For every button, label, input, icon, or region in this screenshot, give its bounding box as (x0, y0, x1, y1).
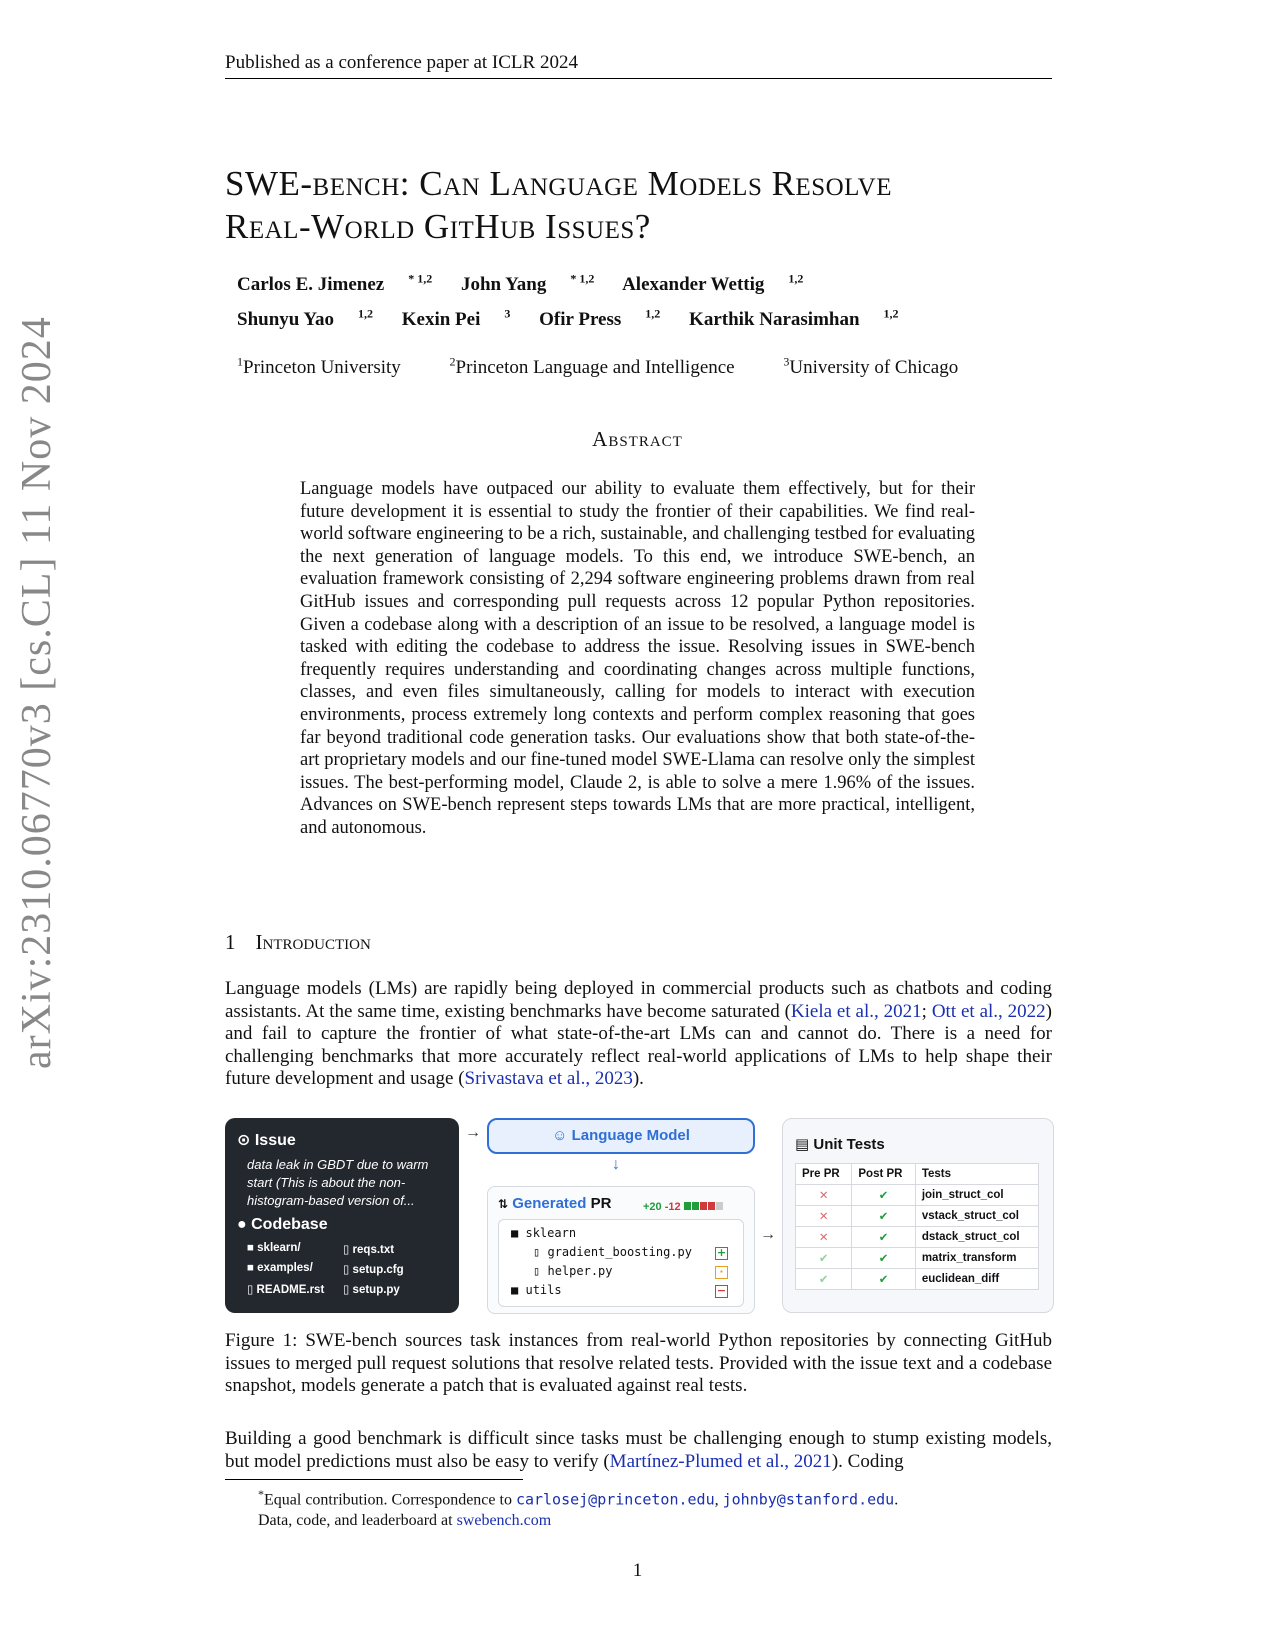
test-name: dstack_struct_col (915, 1227, 1038, 1248)
folder-icon: ■ (511, 1283, 519, 1297)
pass-icon: ✔ (852, 1248, 915, 1269)
page-number: 1 (632, 1560, 643, 1581)
unit-tests-table (795, 1163, 1039, 1290)
codebase-file: ▯ reqs.txt (343, 1244, 395, 1256)
folder-icon: ■ (511, 1226, 519, 1240)
intro-paragraph: Language models (LMs) are rapidly being deployed in commercial products such as chatbots and coding assistants. At the same time, existing benchmarks have become saturated (Kiela et al., 2021; Ott et al., 2022) and fail to capture the frontier of what state-of-the-art LMs can and cannot do. There is a need for challenging benchmarks that more accurately reflect real-world applications of LMs to help shape their future development and usage (Srivastava et al., 2023). (225, 978, 1052, 1089)
title-line-1: SWE-bench: Can Language Models Resolve (225, 164, 892, 203)
fail-icon: ✕ (796, 1185, 852, 1206)
pr-file: ▯ gradient_boosting.py (533, 1245, 692, 1259)
table-row (796, 1227, 1039, 1248)
abstract-body: Language models have outpaced our ability to evaluate them effectively, but for their future development it is essential to study the frontier of their capabilities. We find real-world software engineering to be a rich, sustainable, and challenging testbed for evaluating the next generation of language models. To this end, we introduce SWE-bench, an evaluation framework consisting of 2,294 software engineering problems drawn from real GitHub issues and corresponding pull requests across 12 popular Python repositories. Given a codebase along with a description of an issue to be resolved, a language model is tasked with editing the codebase to address the issue. Resolving issues in SWE-bench frequently requires understanding and coordinating changes across multiple functions, classes, and even files simultaneously, calling for models to interact with execution environments, process extremely long contexts and perform complex reasoning that goes far beyond traditional code generation tasks. Our evaluations show that both state-of-the-art proprietary models and our fine-tuned model SWE-Llama can resolve only the simplest issues. The best-performing model, Claude 2, is able to solve a mere 1.96% of the issues. Advances on SWE-bench represent steps towards LMs that are more practical, intelligent, and autonomous. (300, 479, 975, 838)
section-number: 1 (225, 930, 236, 954)
robot-icon: ☺ (552, 1127, 568, 1144)
clipboard-icon: ▤ (795, 1136, 810, 1153)
arrow-down-icon: ↓ (612, 1156, 620, 1173)
affiliation: $^3$University of Chicago (783, 355, 959, 379)
table-row (796, 1248, 1039, 1269)
running-header: Published as a conference paper at ICLR 2024 (225, 52, 1052, 79)
modified-icon: · (715, 1266, 728, 1279)
issue-icon: ⊙ (237, 1132, 251, 1149)
fail-icon: ✕ (796, 1227, 852, 1248)
column-header: Pre PR (796, 1164, 852, 1185)
figure-caption: Figure 1: SWE-bench sources task instances from real-world Python repositories by connecting GitHub issues to merged pull request solutions that resolve related tests. Provided with the issue text and a codebase snapshot, models generate a patch that is evaluated against real tests. (225, 1330, 1052, 1396)
unit-tests-header: ▤ Unit Tests (795, 1136, 885, 1153)
author: Alexander Wettig $^{1,2}$ (622, 272, 804, 296)
file-icon: ▯ (533, 1245, 541, 1259)
pr-file: ■ sklearn (511, 1226, 577, 1240)
table-row (796, 1206, 1039, 1227)
codebase-header: ● Codebase (237, 1216, 328, 1233)
section-title: Introduction (255, 930, 371, 954)
folder-icon: ■ (247, 1262, 254, 1274)
removed-icon: − (716, 1284, 727, 1297)
codebase-file: ■ examples/ (247, 1262, 313, 1274)
arxiv-identifier: arXiv:2310.06770v3 [cs.CL] 11 Nov 2024 (14, 316, 60, 1069)
pr-file: ▯ helper.py (533, 1264, 613, 1278)
author: Ofir Press $^{1,2}$ (539, 307, 661, 331)
file-icon: ▯ (343, 1244, 350, 1256)
author: Karthik Narasimhan $^{1,2}$ (689, 307, 899, 331)
fail-icon: ✕ (796, 1206, 852, 1227)
issue-text: data leak in GBDT due to warm start (This is about the non-histogram-based version of... (247, 1157, 429, 1208)
citation-link[interactable]: Kiela et al., 2021 (790, 1000, 922, 1022)
github-icon: ● (237, 1216, 247, 1233)
column-header: Post PR (852, 1164, 915, 1185)
figure-1 (225, 1118, 1052, 1313)
affiliation: $^1$Princeton University (237, 355, 401, 379)
citation-link[interactable]: Srivastava et al., 2023 (464, 1068, 633, 1089)
file-icon: ▯ (343, 1284, 350, 1296)
body-paragraph: Building a good benchmark is difficult since tasks must be challenging enough to stump existing models, but model predictions must also be easy to verify (Martínez-Plumed et al., 2021). Coding (225, 1428, 1052, 1472)
citation-link[interactable]: Ott et al., 2022 (931, 1000, 1046, 1022)
affiliation: $^2$Princeton Language and Intelligence (449, 355, 735, 379)
arrow-right-icon: → (465, 1124, 481, 1141)
test-name: matrix_transform (915, 1248, 1038, 1269)
affiliations (237, 355, 1002, 379)
author: Carlos E. Jimenez $^{* 1,2}$ (237, 272, 433, 296)
email-link[interactable]: johnby@stanford.edu (722, 1490, 895, 1509)
file-icon: ▯ (533, 1264, 541, 1278)
column-header: Tests (915, 1164, 1038, 1185)
title-line-2: Real-World GitHub Issues? (225, 207, 651, 246)
citation-link[interactable]: Martínez-Plumed et al., 2021 (609, 1450, 832, 1472)
pass-icon: ✔ (852, 1206, 915, 1227)
table-row (796, 1269, 1039, 1290)
email-link[interactable]: carlosej@princeton.edu (515, 1490, 715, 1509)
table-header-row (796, 1164, 1039, 1185)
author: John Yang $^{* 1,2}$ (460, 272, 595, 296)
issue-codebase-panel (225, 1118, 459, 1313)
paper-title (225, 162, 1055, 248)
diff-stats: +20 -12 (643, 1201, 723, 1213)
codebase-file: ▯ setup.py (343, 1284, 400, 1296)
abstract-heading: Abstract (592, 427, 683, 451)
codebase-file: ▯ setup.cfg (343, 1264, 404, 1276)
author: Shunyu Yao $^{1,2}$ (237, 307, 373, 331)
pr-file: ■ utils (511, 1283, 562, 1297)
test-name: vstack_struct_col (915, 1206, 1038, 1227)
codebase-file: ■ sklearn/ (247, 1242, 301, 1254)
pr-title: ⇅ Generated PR (498, 1195, 612, 1212)
footnote: *Equal contribution. Correspondence to carlosej@princeton.edu, johnby@stanford.edu. Data, code, and leaderboard at swebench.com (258, 1487, 899, 1530)
authors-row-1 (237, 272, 827, 296)
pass-icon: ✔ (852, 1185, 915, 1206)
issue-header: ⊙ Issue (237, 1132, 296, 1149)
author: Kexin Pei $^3$ (401, 307, 511, 331)
pass-icon: ✔ (796, 1269, 852, 1290)
table-row (796, 1185, 1039, 1206)
folder-icon: ■ (247, 1242, 254, 1254)
pass-icon: ✔ (796, 1248, 852, 1269)
test-name: euclidean_diff (915, 1269, 1038, 1290)
pass-icon: ✔ (852, 1269, 915, 1290)
authors-row-2 (237, 307, 923, 331)
section-heading (225, 930, 371, 955)
added-icon: + (716, 1246, 727, 1259)
pass-icon: ✔ (852, 1227, 915, 1248)
language-model-box: ☺ Language Model (487, 1118, 755, 1154)
pull-request-icon: ⇅ (498, 1197, 509, 1211)
unit-tests-box (782, 1118, 1054, 1313)
website-link[interactable]: swebench.com (456, 1512, 552, 1530)
test-name: join_struct_col (915, 1185, 1038, 1206)
codebase-file: ▯ README.rst (247, 1284, 325, 1296)
generated-pr-box (487, 1186, 755, 1314)
file-icon: ▯ (343, 1264, 350, 1276)
footnote-rule (225, 1479, 523, 1480)
pr-file-list (498, 1219, 744, 1307)
arrow-right-icon: → (760, 1226, 776, 1243)
file-icon: ▯ (247, 1284, 254, 1296)
